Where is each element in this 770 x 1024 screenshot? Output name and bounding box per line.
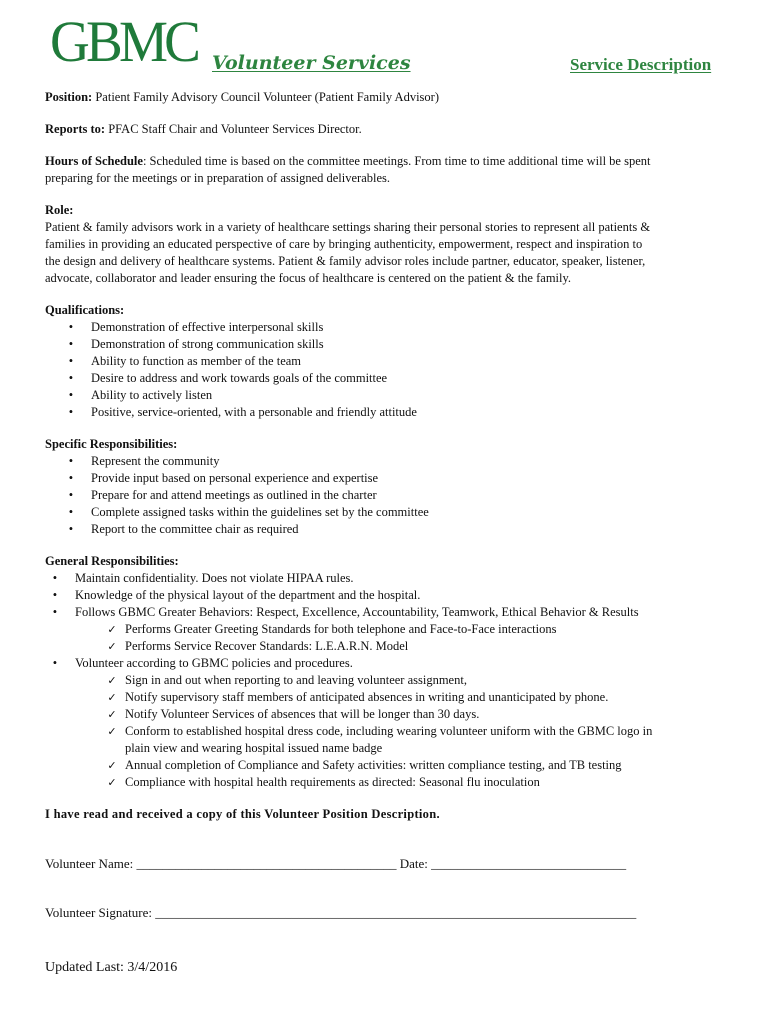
volunteer-signature-row xyxy=(45,904,636,921)
bullet-icon: • xyxy=(68,388,74,402)
date-label: Date: xyxy=(396,856,432,871)
reports-to-label: Reports to: xyxy=(45,122,106,136)
bullet-icon: • xyxy=(52,605,58,619)
checkmark-icon: ✓ xyxy=(107,674,117,687)
greater-behaviors-checklist xyxy=(45,621,730,655)
checklist-item: ✓ Annual completion of Compliance and Safety activities: written compliance testing, and TB testing xyxy=(45,757,730,774)
checkmark-icon: ✓ xyxy=(107,725,117,738)
list-item: • Desire to address and work towards goals of the committee xyxy=(45,370,730,387)
checklist-item: ✓ Sign in and out when reporting to and leaving volunteer assignment, xyxy=(45,672,730,689)
volunteer-name-field[interactable]: ________________________________________ xyxy=(136,856,397,871)
qualifications-label: Qualifications: xyxy=(45,303,125,317)
general-responsibilities-list-cont xyxy=(45,655,730,672)
role-text: advocate, collaborator and leader ensuring the focus of healthcare is centered on the patient & the family. xyxy=(45,271,572,285)
bullet-icon: • xyxy=(68,354,74,368)
hours-text-1: : Scheduled time is based on the committee meetings. From time to time additional time will be spent xyxy=(142,154,651,168)
gbmc-logo: GBMC xyxy=(50,9,198,74)
general-responsibilities-label: General Responsibilities: xyxy=(45,554,179,568)
bullet-icon: • xyxy=(52,588,58,602)
checkmark-icon: ✓ xyxy=(107,708,117,721)
bullet-icon: • xyxy=(68,405,74,419)
position-label: Position: xyxy=(45,90,93,104)
checkmark-icon: ✓ xyxy=(107,623,117,636)
volunteer-name-label: Volunteer Name: xyxy=(45,856,137,871)
checklist-item: ✓ Performs Greater Greeting Standards for both telephone and Face-to-Face interactions xyxy=(45,621,730,638)
checklist-item-continuation: plain view and wearing hospital issued name badge xyxy=(125,741,383,755)
list-item: • Represent the community xyxy=(45,453,730,470)
bullet-icon: • xyxy=(68,454,74,468)
bullet-icon: • xyxy=(68,471,74,485)
qualifications-section xyxy=(45,302,730,421)
bullet-icon: • xyxy=(52,656,58,670)
volunteer-signature-label: Volunteer Signature: xyxy=(45,905,156,920)
department-title: Volunteer Services xyxy=(212,52,411,74)
reports-to-value: PFAC Staff Chair and Volunteer Services Director. xyxy=(105,122,362,136)
bullet-icon: • xyxy=(68,505,74,519)
checklist-item: ✓ Notify Volunteer Services of absences that will be longer than 30 days. xyxy=(45,706,730,723)
list-item: • Provide input based on personal experience and expertise xyxy=(45,470,730,487)
list-item: • Prepare for and attend meetings as outlined in the charter xyxy=(45,487,730,504)
checkmark-icon: ✓ xyxy=(107,776,117,789)
checklist-item: ✓ Performs Service Recover Standards: L.E.A.R.N. Model xyxy=(45,638,730,655)
list-item: • Positive, service-oriented, with a personable and friendly attitude xyxy=(45,404,730,421)
specific-responsibilities-label: Specific Responsibilities: xyxy=(45,437,178,451)
list-item: • Ability to actively listen xyxy=(45,387,730,404)
role-section xyxy=(45,202,730,287)
list-item: • Volunteer according to GBMC policies and procedures. xyxy=(45,655,730,672)
hours-section xyxy=(45,153,730,187)
hours-label: Hours of Schedule xyxy=(45,154,143,168)
checkmark-icon: ✓ xyxy=(107,691,117,704)
list-item: • Maintain confidentiality. Does not violate HIPAA rules. xyxy=(45,570,730,587)
hours-text-2: preparing for the meetings or in preparation of assigned deliverables. xyxy=(45,171,391,185)
list-item: • Ability to function as member of the team xyxy=(45,353,730,370)
qualifications-list xyxy=(45,319,730,421)
list-item: • Knowledge of the physical layout of the department and the hospital. xyxy=(45,587,730,604)
specific-responsibilities-list xyxy=(45,453,730,538)
general-responsibilities-section xyxy=(45,553,730,791)
volunteer-signature-field[interactable]: __________________________________________________________________________ xyxy=(155,905,637,920)
position-line xyxy=(45,89,730,106)
reports-to-line xyxy=(45,121,730,138)
list-item: • Demonstration of effective interpersonal skills xyxy=(45,319,730,336)
bullet-icon: • xyxy=(68,488,74,502)
updated-date: Updated Last: 3/4/2016 xyxy=(45,960,178,975)
policies-checklist xyxy=(45,672,730,791)
bullet-icon: • xyxy=(68,522,74,536)
general-responsibilities-list xyxy=(45,570,730,621)
document-header xyxy=(0,0,770,92)
checklist-item: ✓ Conform to established hospital dress code, including wearing volunteer uniform with the GBMC logo in xyxy=(45,723,730,740)
checklist-item: ✓ Compliance with hospital health requirements as directed: Seasonal flu inoculation xyxy=(45,774,730,791)
list-item: • Complete assigned tasks within the guidelines set by the committee xyxy=(45,504,730,521)
list-item: • Report to the committee chair as required xyxy=(45,521,730,538)
checkmark-icon: ✓ xyxy=(107,759,117,772)
position-value: Patient Family Advisory Council Volunteer (Patient Family Advisor) xyxy=(92,90,439,104)
list-item: • Follows GBMC Greater Behaviors: Respect, Excellence, Accountability, Teamwork, Ethical Behavior & Results xyxy=(45,604,730,621)
bullet-icon: • xyxy=(68,320,74,334)
volunteer-name-row xyxy=(45,855,626,872)
role-text: families in providing an educated perspective of care by bringing authenticity, empowerment, respect and inspiration to xyxy=(45,237,643,251)
date-field[interactable]: ______________________________ xyxy=(431,856,627,871)
bullet-icon: • xyxy=(52,571,58,585)
acknowledgement-statement: I have read and received a copy of this Volunteer Position Description. xyxy=(45,807,440,821)
document-body xyxy=(45,89,730,823)
bullet-icon: • xyxy=(68,337,74,351)
specific-responsibilities-section xyxy=(45,436,730,538)
role-label: Role: xyxy=(45,203,74,217)
role-text: Patient & family advisors work in a variety of healthcare settings sharing their personal stories to represent all patients & xyxy=(45,220,651,234)
bullet-icon: • xyxy=(68,371,74,385)
checkmark-icon: ✓ xyxy=(107,640,117,653)
document-type-title: Service Description xyxy=(570,55,712,74)
list-item: • Demonstration of strong communication skills xyxy=(45,336,730,353)
role-text: the design and delivery of healthcare systems. Patient & family advisor roles include partner, educator, speaker, listener, xyxy=(45,254,646,268)
checklist-item: ✓ Notify supervisory staff members of anticipated absences in writing and unanticipated by phone. xyxy=(45,689,730,706)
